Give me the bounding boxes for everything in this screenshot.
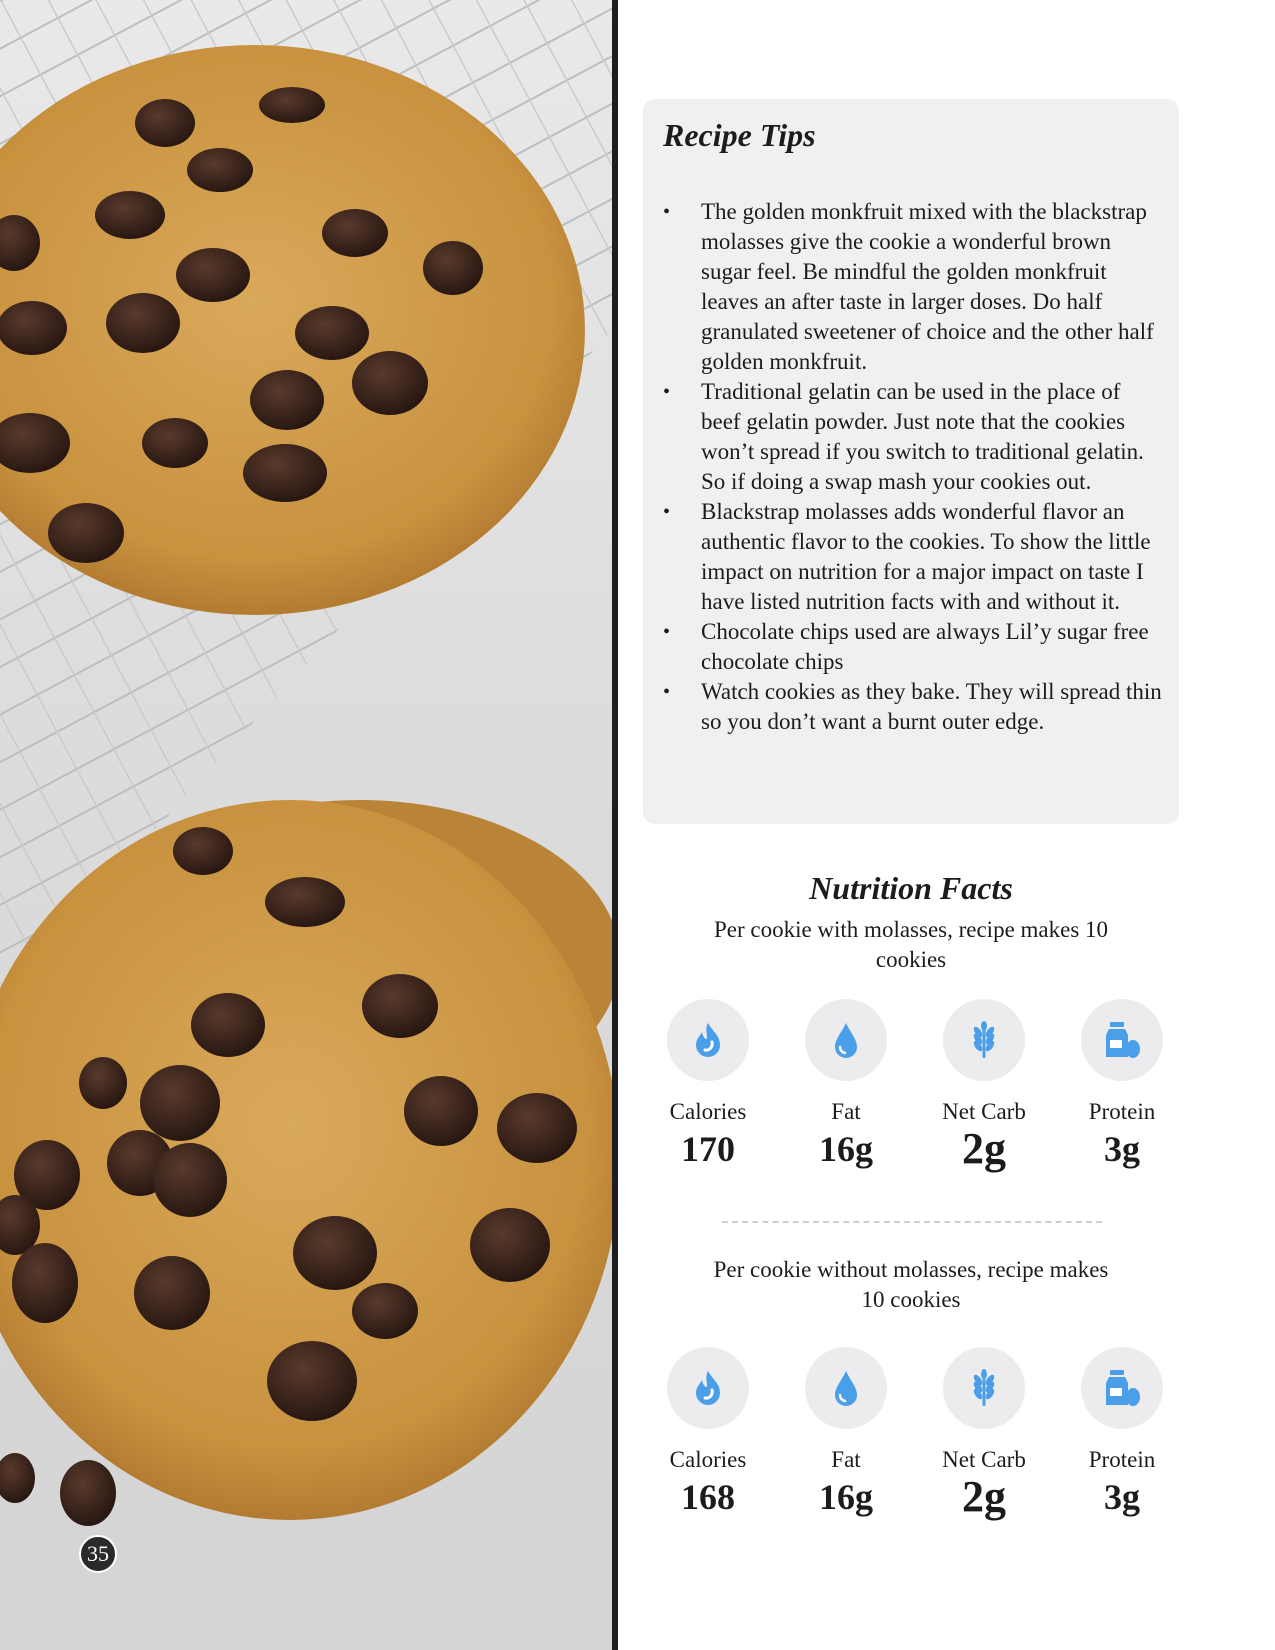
- recipe-tips-list: [663, 197, 1163, 737]
- fat-stat: [786, 999, 906, 1169]
- fat-value: 16g: [819, 1129, 873, 1169]
- fat-label: Fat: [831, 1099, 861, 1124]
- net-carb-stat: [924, 1347, 1044, 1521]
- recipe-tips-card: [643, 99, 1179, 824]
- list-item: • Blackstrap molasses adds wonderful flavor an authentic flavor to the cookies. To show the little impact on nutrition for a major impact on taste I have listed nutrition facts with and without it.: [663, 497, 1163, 617]
- calories-label: Calories: [669, 1447, 747, 1472]
- recipe-tips-title: Recipe Tips: [663, 117, 816, 153]
- fat-stat: [786, 1347, 906, 1517]
- protein-label: Protein: [1088, 1447, 1156, 1472]
- calories-label: Calories: [669, 1099, 747, 1124]
- milk-egg-icon: [1081, 999, 1163, 1081]
- net-carb-label: Net Carb: [942, 1447, 1026, 1472]
- wheat-icon: [943, 999, 1025, 1081]
- list-item: • The golden monkfruit mixed with the blackstrap molasses give the cookie a wonderful brown sugar feel. Be mindful the golden monkfruit leaves an after taste in larger doses. Do half granulated sweetener of choice and the other half golden monkfruit.: [663, 197, 1163, 377]
- list-item: • Watch cookies as they bake. They will spread thin so you don’t want a burnt outer edge.: [663, 677, 1163, 737]
- drop-icon: [805, 999, 887, 1081]
- milk-egg-icon: [1081, 1347, 1163, 1429]
- nutrition-facts-title: Nutrition Facts: [809, 870, 1013, 906]
- protein-value: 3g: [1104, 1129, 1140, 1169]
- protein-stat: [1062, 1347, 1182, 1517]
- calories-stat: [648, 1347, 768, 1517]
- cookie-illustration: [0, 0, 612, 1650]
- list-item: • Chocolate chips used are always Lil’y sugar free chocolate chips: [663, 617, 1163, 677]
- protein-value: 3g: [1104, 1477, 1140, 1517]
- with-molasses-subtitle: Per cookie with molasses, recipe makes 10 cookies: [713, 917, 1109, 972]
- nutrition-row-with-molasses: [648, 999, 1200, 1173]
- net-carb-stat: [924, 999, 1044, 1173]
- net-carb-value: 2g: [962, 1472, 1006, 1521]
- flame-icon: [667, 999, 749, 1081]
- calories-stat: [648, 999, 768, 1169]
- net-carb-label: Net Carb: [942, 1099, 1026, 1124]
- drop-icon: [805, 1347, 887, 1429]
- calories-value: 170: [681, 1129, 735, 1169]
- calories-value: 168: [681, 1477, 735, 1517]
- protein-stat: [1062, 999, 1182, 1169]
- section-divider: [722, 1221, 1102, 1223]
- page-divider: [612, 0, 618, 1650]
- fat-label: Fat: [831, 1447, 861, 1472]
- without-molasses-subtitle: Per cookie without molasses, recipe makes 10 cookies: [713, 1257, 1109, 1312]
- protein-label: Protein: [1088, 1099, 1156, 1124]
- wheat-icon: [943, 1347, 1025, 1429]
- list-item: • Traditional gelatin can be used in the place of beef gelatin powder. Just note that the cookies won’t spread if you switch to traditional gelatin. So if doing a swap mash your cookies out.: [663, 377, 1163, 497]
- flame-icon: [667, 1347, 749, 1429]
- fat-value: 16g: [819, 1477, 873, 1517]
- page-number: 35: [79, 1535, 117, 1573]
- nutrition-row-without-molasses: [648, 1347, 1200, 1521]
- cookie-photo: [0, 0, 612, 1650]
- net-carb-value: 2g: [962, 1124, 1006, 1173]
